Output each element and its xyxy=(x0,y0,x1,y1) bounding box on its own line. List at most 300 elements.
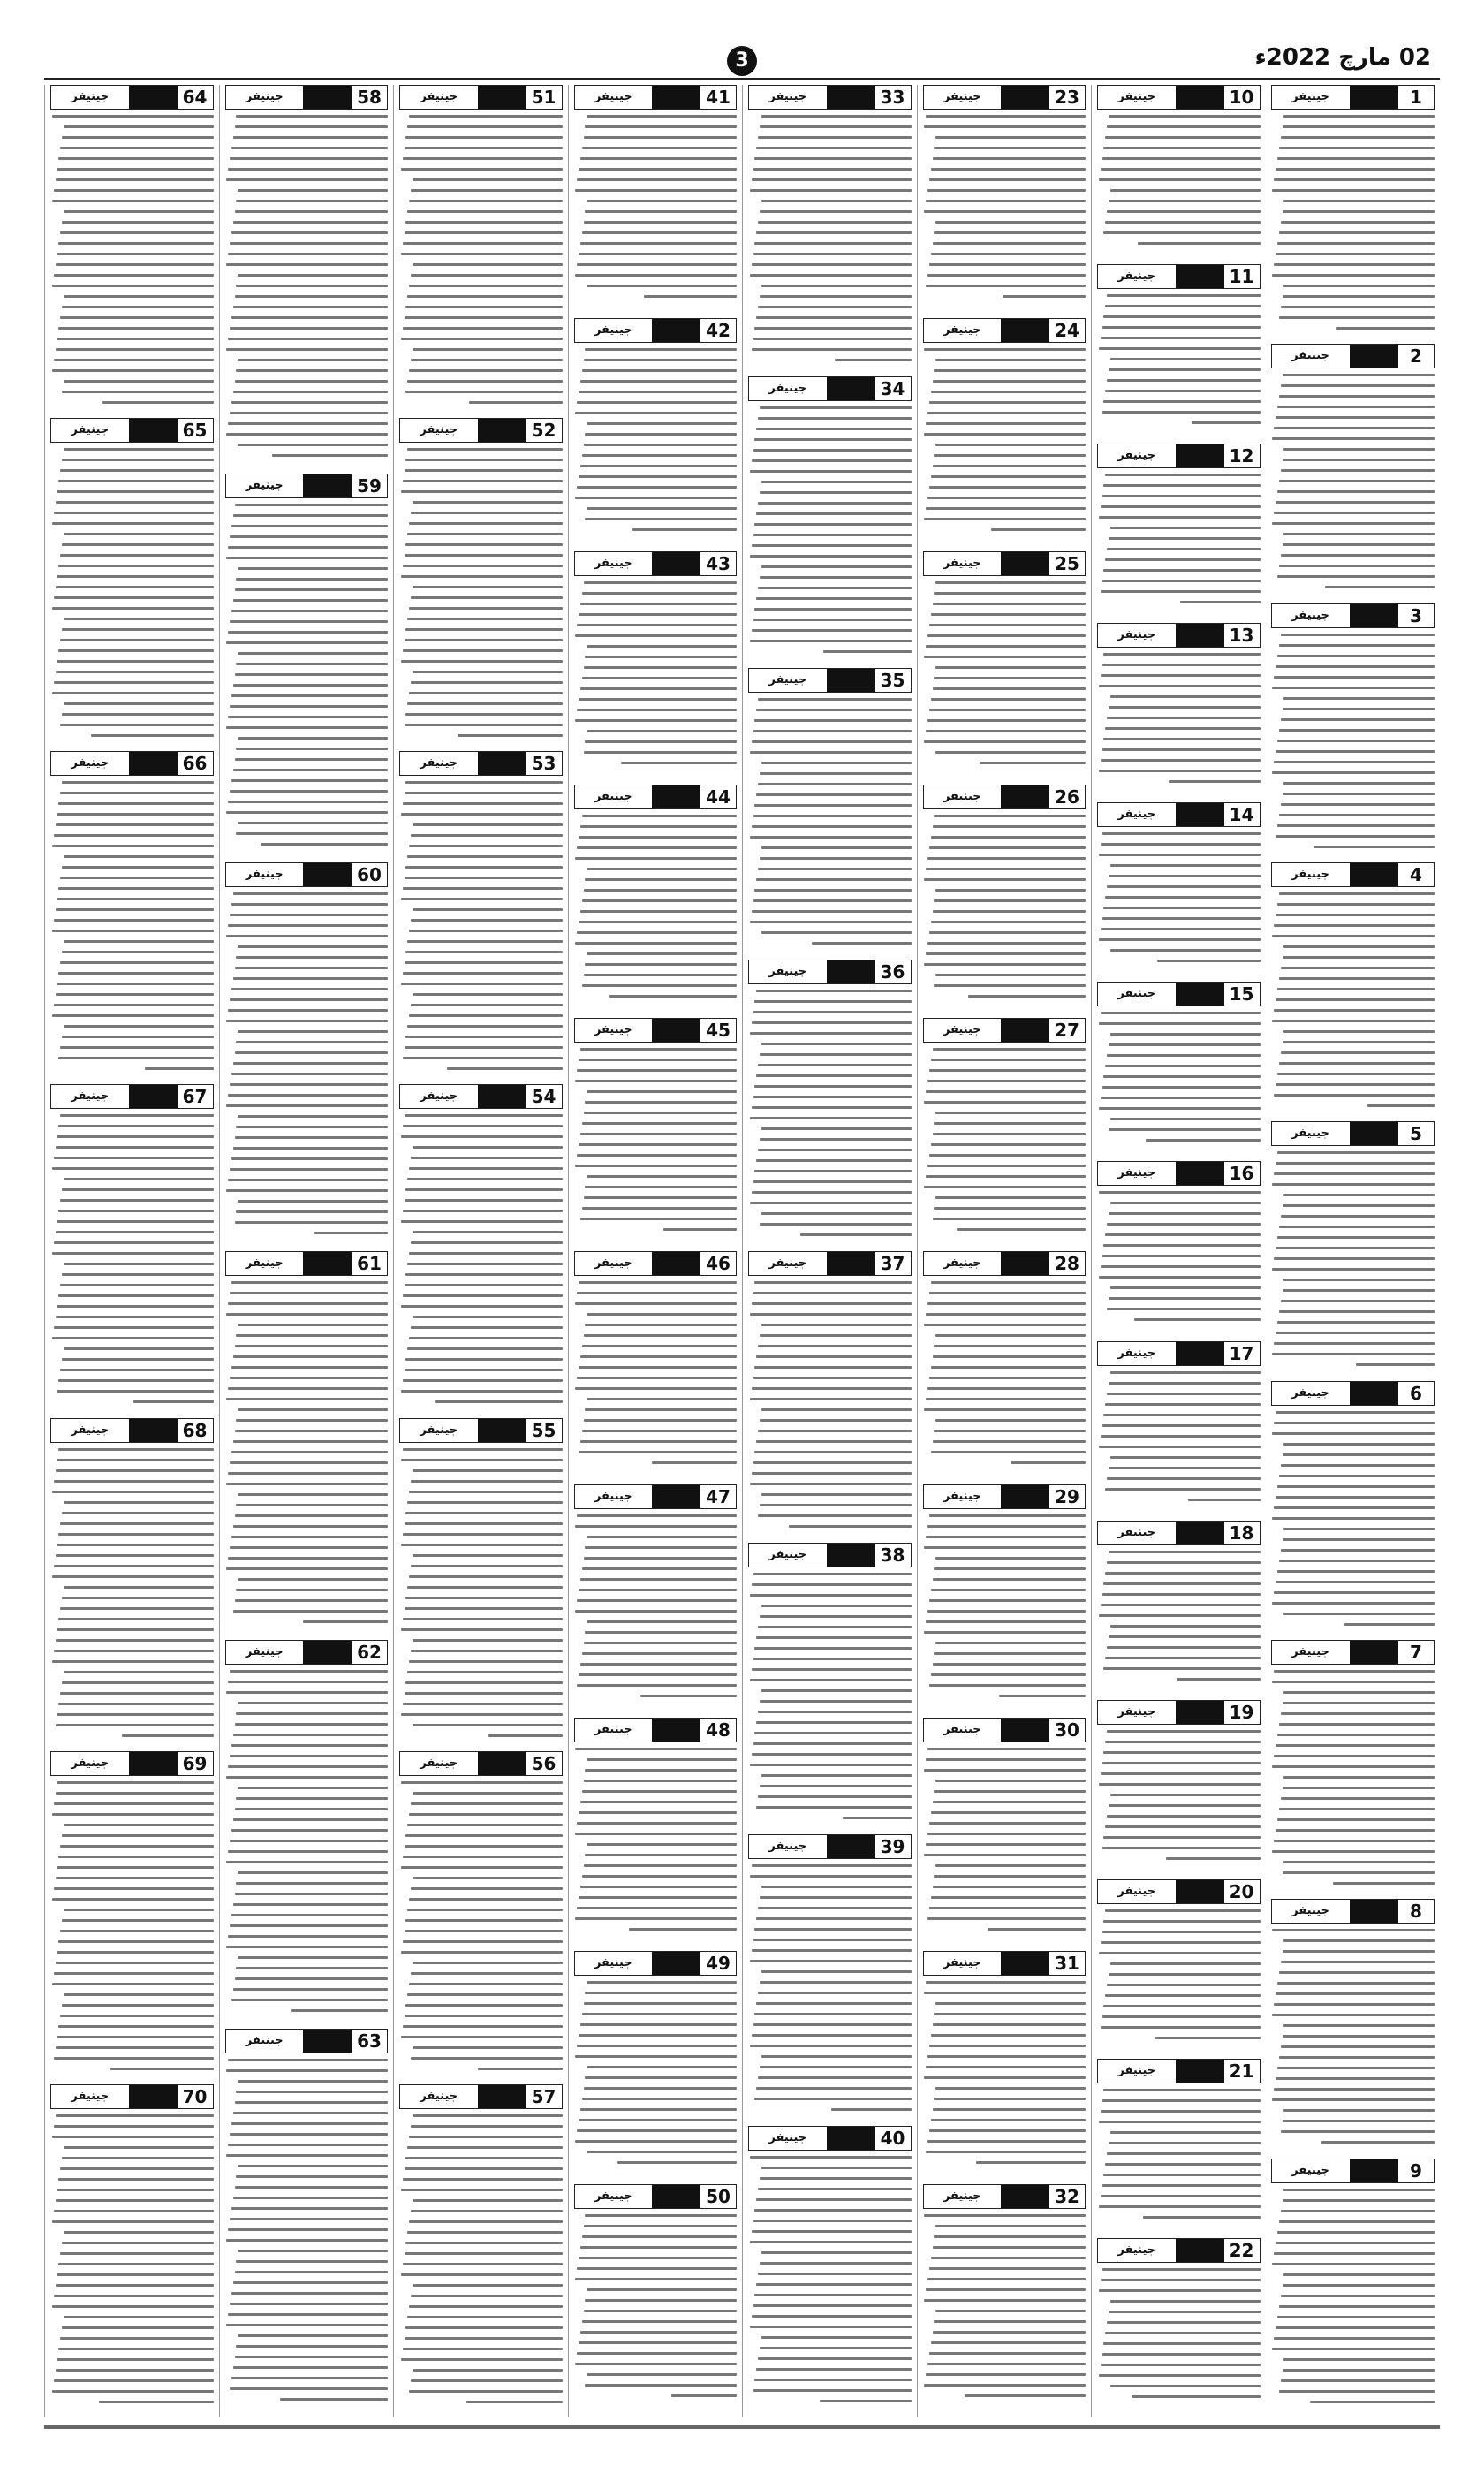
text-line xyxy=(238,359,388,361)
news-item-label: جینیفر xyxy=(226,86,304,109)
text-line xyxy=(1274,178,1435,181)
text-line xyxy=(582,2098,737,2100)
text-line xyxy=(54,2379,214,2382)
text-line xyxy=(1283,2189,1435,2191)
text-line xyxy=(756,2283,911,2286)
text-line xyxy=(1107,1054,1260,1057)
text-line xyxy=(1109,1635,1261,1638)
news-item xyxy=(1092,264,1266,440)
text-line xyxy=(469,401,562,404)
text-line xyxy=(478,2068,563,2070)
text-line xyxy=(1279,480,1435,482)
text-line xyxy=(587,1843,737,1846)
text-line xyxy=(1109,1128,1261,1131)
text-line xyxy=(760,1981,912,1984)
text-line xyxy=(58,157,213,160)
text-line xyxy=(62,1834,214,1837)
text-line xyxy=(413,1877,563,1879)
text-line xyxy=(753,2220,912,2222)
text-line xyxy=(929,1292,1086,1294)
text-line xyxy=(580,2246,737,2249)
text-line xyxy=(407,855,562,858)
text-line xyxy=(924,433,1086,436)
text-line xyxy=(760,1700,912,1703)
text-line xyxy=(935,666,1086,669)
text-line xyxy=(236,200,388,202)
text-line xyxy=(52,369,214,372)
text-line xyxy=(235,1808,388,1810)
text-line xyxy=(1277,242,1435,245)
text-line xyxy=(1283,210,1435,213)
text-line xyxy=(56,2284,214,2287)
text-line xyxy=(1101,505,1261,508)
text-line xyxy=(447,1067,563,1070)
text-line xyxy=(1102,411,1261,414)
news-item-body-text xyxy=(1271,374,1435,588)
text-line xyxy=(405,1692,563,1695)
text-line xyxy=(62,1036,214,1038)
text-line xyxy=(580,1886,737,1888)
news-item-body-text xyxy=(748,698,912,945)
news-item-label: جینیفر xyxy=(51,752,129,775)
text-line xyxy=(407,1671,562,1673)
text-line xyxy=(411,681,563,684)
news-item-number: 14 xyxy=(1224,803,1260,826)
text-line xyxy=(403,887,563,890)
text-line xyxy=(1272,687,1435,689)
news-item-black-bar xyxy=(1176,1880,1224,1903)
text-line xyxy=(582,1790,737,1793)
news-item-number: 33 xyxy=(875,86,911,109)
text-line xyxy=(988,1928,1086,1931)
text-line xyxy=(238,1578,388,1581)
news-item-label: جینیفر xyxy=(575,319,653,342)
text-line xyxy=(60,639,213,641)
text-line xyxy=(1102,580,1261,582)
text-line xyxy=(122,1734,213,1737)
news-item-black-bar xyxy=(1350,604,1398,627)
text-line xyxy=(228,2228,388,2231)
news-item-header xyxy=(574,1951,738,1976)
text-line xyxy=(236,1882,388,1885)
text-line xyxy=(750,1594,912,1597)
text-line xyxy=(1274,2252,1435,2255)
text-line xyxy=(1099,178,1261,181)
text-line xyxy=(230,998,388,1001)
text-line xyxy=(226,1483,388,1485)
text-line xyxy=(407,533,562,535)
text-line xyxy=(931,921,1086,923)
text-line xyxy=(401,983,563,985)
text-line xyxy=(411,1480,563,1483)
text-line xyxy=(238,189,388,192)
text-line xyxy=(1103,2089,1260,2091)
news-item xyxy=(45,1084,219,1414)
text-line xyxy=(929,1154,1086,1157)
text-line xyxy=(1109,1382,1261,1385)
text-line xyxy=(929,709,1086,711)
text-line xyxy=(226,1104,388,1107)
text-line xyxy=(931,475,1086,478)
text-line xyxy=(750,1398,912,1400)
text-line xyxy=(228,1302,388,1305)
text-line xyxy=(1283,1030,1435,1033)
text-line xyxy=(933,1801,1086,1803)
text-line xyxy=(413,1724,563,1726)
text-line xyxy=(1283,459,1435,461)
text-line xyxy=(226,726,388,729)
text-line xyxy=(1333,1882,1435,1885)
news-item-body-text xyxy=(50,448,214,737)
text-line xyxy=(1336,327,1435,330)
news-item-header xyxy=(748,2126,912,2151)
news-item-number: 7 xyxy=(1398,1641,1434,1664)
text-line xyxy=(756,231,911,234)
text-line xyxy=(935,2225,1086,2227)
text-line xyxy=(928,719,1086,722)
news-item-black-bar xyxy=(1176,444,1224,467)
text-line xyxy=(1274,1342,1435,1345)
text-line xyxy=(621,762,737,764)
text-line xyxy=(1102,748,1261,751)
text-line xyxy=(56,178,214,181)
text-line xyxy=(1274,2337,1435,2340)
text-line xyxy=(1107,1815,1260,1818)
news-item-body-text xyxy=(923,1748,1086,1931)
text-line xyxy=(411,596,563,599)
text-line xyxy=(577,2045,737,2047)
text-line xyxy=(62,2004,214,2007)
text-line xyxy=(761,565,912,568)
text-line xyxy=(1277,1073,1435,1075)
text-line xyxy=(933,687,1086,690)
text-line xyxy=(228,1472,388,1475)
text-line xyxy=(926,952,1086,955)
news-item-black-bar xyxy=(1001,1485,1049,1508)
news-item-header xyxy=(574,1484,738,1509)
text-line xyxy=(58,2025,213,2028)
text-line xyxy=(1272,2348,1435,2350)
text-line xyxy=(236,1967,388,1969)
text-line xyxy=(236,1210,388,1213)
text-line xyxy=(924,125,1086,128)
text-line xyxy=(411,1565,563,1567)
text-line xyxy=(1276,998,1435,1001)
text-line xyxy=(1099,1952,1261,1954)
news-item-body-text xyxy=(748,115,912,361)
text-line xyxy=(1105,1741,1260,1743)
news-item-header xyxy=(50,751,214,776)
text-line xyxy=(60,1930,213,1932)
news-item xyxy=(1266,1381,1441,1636)
text-line xyxy=(407,1501,562,1504)
text-line xyxy=(756,428,911,430)
text-line xyxy=(57,575,213,578)
text-line xyxy=(750,555,912,558)
text-line xyxy=(753,534,912,536)
news-item-number: 6 xyxy=(1398,1382,1434,1405)
text-line xyxy=(1099,1276,1261,1279)
text-line xyxy=(411,1972,563,1975)
text-line xyxy=(303,1620,388,1623)
text-line xyxy=(1321,2141,1435,2144)
text-line xyxy=(401,2189,563,2191)
news-item xyxy=(569,551,743,781)
text-line xyxy=(236,1589,388,1591)
text-line xyxy=(52,1014,214,1017)
text-line xyxy=(752,1021,912,1024)
text-line xyxy=(1166,1857,1261,1860)
text-line xyxy=(754,1085,911,1088)
text-line xyxy=(405,1284,563,1286)
text-line xyxy=(401,1866,563,1869)
news-column xyxy=(219,85,394,2417)
text-line xyxy=(57,660,213,663)
news-item-header xyxy=(574,2184,738,2209)
text-line xyxy=(231,903,388,906)
text-line xyxy=(64,448,214,451)
text-line xyxy=(52,1491,214,1493)
text-line xyxy=(1277,1321,1435,1324)
text-line xyxy=(226,1946,388,1948)
text-line xyxy=(54,189,214,192)
news-item-black-bar xyxy=(1350,345,1398,368)
news-item-header xyxy=(748,1251,912,1276)
text-line xyxy=(1110,1371,1261,1374)
text-line xyxy=(466,2401,563,2403)
text-line xyxy=(228,1179,388,1181)
text-line xyxy=(1283,2024,1435,2027)
news-item-body-text xyxy=(923,348,1086,531)
text-line xyxy=(1101,1435,1261,1438)
text-line xyxy=(756,1074,911,1077)
text-line xyxy=(56,2199,214,2202)
text-line xyxy=(56,1724,214,1726)
text-line xyxy=(750,1875,912,1878)
news-item-black-bar xyxy=(1350,86,1398,109)
text-line xyxy=(754,523,911,526)
text-line xyxy=(587,1175,737,1178)
text-line xyxy=(1276,1247,1435,1249)
text-line xyxy=(582,1122,737,1125)
text-line xyxy=(1103,1414,1260,1416)
news-item xyxy=(1092,1161,1266,1337)
text-line xyxy=(413,671,563,673)
text-line xyxy=(228,2313,388,2316)
text-line xyxy=(62,781,214,784)
text-line xyxy=(235,1514,388,1517)
news-item-body-text xyxy=(50,115,214,404)
news-item xyxy=(220,474,394,859)
text-line xyxy=(1109,1212,1261,1215)
news-item xyxy=(220,862,394,1248)
text-line xyxy=(754,1928,911,1931)
text-line xyxy=(1099,1614,1261,1617)
text-line xyxy=(929,1069,1086,1072)
text-line xyxy=(1101,1941,1261,1944)
text-line xyxy=(1281,1712,1435,1715)
text-line xyxy=(405,961,563,964)
text-line xyxy=(64,1263,214,1265)
text-line xyxy=(756,709,911,711)
news-item-black-bar xyxy=(129,1419,178,1442)
news-column xyxy=(917,85,1092,2417)
text-line xyxy=(752,1668,912,1671)
text-line xyxy=(1272,274,1435,277)
text-line xyxy=(226,433,388,436)
news-item-number: 61 xyxy=(352,1252,387,1275)
text-line xyxy=(579,1366,737,1369)
text-line xyxy=(758,1711,911,1713)
text-line xyxy=(1109,1297,1261,1300)
news-item-label: جینیفر xyxy=(924,1019,1002,1042)
news-item-black-bar xyxy=(478,1085,526,1108)
text-line xyxy=(409,607,562,610)
news-item-header xyxy=(923,85,1086,110)
text-line xyxy=(760,491,912,494)
text-line xyxy=(64,125,214,128)
text-line xyxy=(1276,168,1435,171)
text-line xyxy=(1283,1443,1435,1446)
text-line xyxy=(235,2101,388,2104)
text-line xyxy=(760,406,912,409)
news-item-label: جینیفر xyxy=(924,1485,1002,1508)
text-line xyxy=(409,2220,562,2223)
text-line xyxy=(575,719,737,722)
news-item-header xyxy=(1097,1521,1261,1545)
text-line xyxy=(230,1168,388,1171)
text-line xyxy=(52,1813,214,1816)
text-line xyxy=(409,200,562,202)
text-line xyxy=(409,522,562,525)
news-item-label: جینیفر xyxy=(51,419,129,442)
text-line xyxy=(756,1917,911,1920)
news-item-header xyxy=(50,1751,214,1776)
text-line xyxy=(409,1252,562,1255)
news-item-header xyxy=(399,1418,563,1443)
text-line xyxy=(411,2295,563,2297)
text-line xyxy=(754,608,911,611)
text-line xyxy=(761,1774,912,1777)
text-line xyxy=(1276,1581,1435,1583)
news-item-number: 13 xyxy=(1224,624,1260,647)
text-line xyxy=(935,359,1086,361)
text-line xyxy=(577,1684,737,1687)
text-line xyxy=(110,2068,213,2070)
text-line xyxy=(1101,1265,1261,1268)
text-line xyxy=(1110,1033,1261,1036)
text-line xyxy=(407,2231,562,2234)
text-line xyxy=(585,1101,737,1104)
text-line xyxy=(58,802,213,805)
news-item-header xyxy=(50,2084,214,2109)
text-line xyxy=(580,242,737,245)
text-line xyxy=(411,1887,563,1890)
text-line xyxy=(411,2125,563,2128)
news-item-black-bar xyxy=(129,419,178,442)
news-item-body-text xyxy=(923,1514,1086,1697)
text-line xyxy=(935,751,1086,754)
text-line xyxy=(1283,1194,1435,1196)
text-line xyxy=(753,899,912,902)
text-line xyxy=(407,295,562,298)
text-line xyxy=(761,1970,912,1973)
news-item-header xyxy=(1097,623,1261,648)
text-line xyxy=(409,115,562,118)
text-line xyxy=(231,1744,388,1747)
text-line xyxy=(407,125,562,128)
text-line xyxy=(233,1147,388,1150)
text-line xyxy=(1105,1233,1260,1236)
text-line xyxy=(1157,960,1260,962)
news-item xyxy=(918,551,1092,781)
text-line xyxy=(934,1207,1086,1210)
text-line xyxy=(579,613,737,616)
text-line xyxy=(405,866,562,869)
news-item-number: 36 xyxy=(875,960,911,983)
text-line xyxy=(413,586,563,588)
text-line xyxy=(401,1390,563,1393)
text-line xyxy=(761,1886,912,1888)
text-line xyxy=(233,2197,388,2199)
text-line xyxy=(407,1263,562,1265)
news-item-black-bar xyxy=(1350,1641,1398,1664)
text-line xyxy=(238,652,388,655)
news-item-header xyxy=(1271,85,1435,110)
text-line xyxy=(1272,1517,1435,1520)
text-line xyxy=(934,2235,1086,2238)
text-line xyxy=(411,1650,563,1652)
text-line xyxy=(758,136,911,139)
text-line xyxy=(756,2198,911,2201)
text-line xyxy=(577,1907,737,1909)
news-item-header xyxy=(1097,982,1261,1006)
text-line xyxy=(760,1138,912,1141)
text-line xyxy=(1103,147,1260,149)
news-item xyxy=(394,1418,568,1748)
news-item-number: 70 xyxy=(178,2085,213,2108)
text-line xyxy=(236,1334,388,1337)
text-line xyxy=(52,845,214,847)
news-item-number: 38 xyxy=(875,1544,911,1567)
text-line xyxy=(64,1909,214,1911)
text-line xyxy=(1101,1772,1261,1775)
text-line xyxy=(226,348,388,351)
text-line xyxy=(760,1053,912,1056)
text-line xyxy=(753,1011,912,1013)
text-line xyxy=(789,1525,911,1528)
news-item-body-text xyxy=(50,1114,214,1403)
text-line xyxy=(405,1199,563,1202)
text-line xyxy=(1103,653,1260,656)
text-line xyxy=(62,2242,214,2244)
text-line xyxy=(403,327,563,330)
text-line xyxy=(587,2151,737,2153)
text-line xyxy=(585,1546,737,1549)
text-line xyxy=(413,2114,563,2117)
text-line xyxy=(62,1681,214,1684)
text-line xyxy=(924,1546,1086,1549)
news-item-header xyxy=(399,85,563,110)
text-line xyxy=(60,2252,213,2255)
text-line xyxy=(926,730,1086,732)
text-line xyxy=(405,554,563,557)
text-line xyxy=(1283,1041,1435,1043)
text-line xyxy=(57,253,213,255)
news-item-body-text xyxy=(1097,1551,1261,1681)
text-line xyxy=(761,285,912,287)
news-item xyxy=(1092,85,1266,261)
